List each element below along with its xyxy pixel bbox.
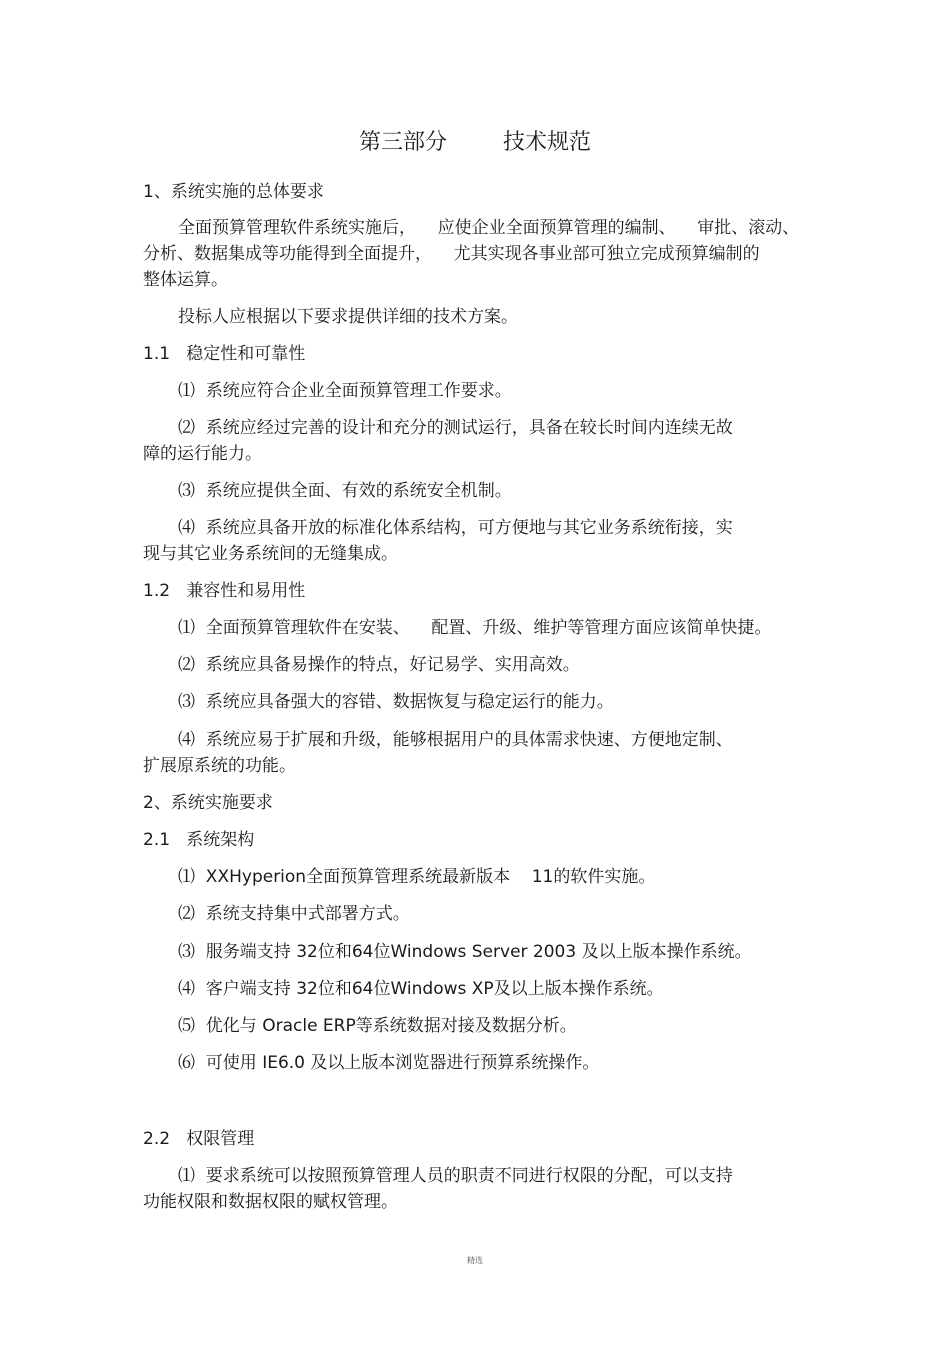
list-item: ⑴ 要求系统可以按照预算管理人员的职责不同进行权限的分配，可以支持 [178, 1166, 733, 1186]
list-item: ⑴ 全面预算管理软件在安装、 配置、升级、维护等管理方面应该简单快捷。 [178, 618, 772, 638]
list-item: ⑴ XXHyperion全面预算管理系统最新版本 11的软件实施。 [178, 867, 656, 887]
subsection-heading-2-2: 2.2 权限管理 [143, 1129, 255, 1149]
subsection-heading-2-1: 2.1 系统架构 [143, 830, 255, 850]
section-heading-1: 1、系统实施的总体要求 [143, 182, 324, 202]
list-item: ⑹ 可使用 IE6.0 及以上版本浏览器进行预算系统操作。 [178, 1053, 600, 1073]
list-item: ⑵ 系统支持集中式部署方式。 [178, 904, 410, 924]
list-item: ⑵ 系统应具备易操作的特点，好记易学、实用高效。 [178, 655, 580, 675]
list-item: ⑷ 客户端支持 32位和64位Windows XP及以上版本操作系统。 [178, 979, 664, 999]
page-footer: 精选 [467, 1256, 483, 1265]
paragraph-line: 投标人应根据以下要求提供详细的技术方案。 [178, 307, 518, 327]
list-item-continuation: 功能权限和数据权限的赋权管理。 [143, 1192, 398, 1212]
document-title: 第三部分 技术规范 [359, 130, 591, 155]
paragraph-line: 分析、数据集成等功能得到全面提升， 尤其实现各事业部可独立完成预算编制的 [143, 244, 760, 264]
list-item: ⑷ 系统应具备开放的标准化体系结构，可方便地与其它业务系统衔接，实 [178, 518, 733, 538]
list-item-continuation: 现与其它业务系统间的无缝集成。 [143, 544, 398, 564]
list-item: ⑶ 系统应提供全面、有效的系统安全机制。 [178, 481, 512, 501]
list-item: ⑶ 系统应具备强大的容错、数据恢复与稳定运行的能力。 [178, 692, 614, 712]
list-item-continuation: 障的运行能力。 [143, 444, 262, 464]
list-item: ⑸ 优化与 Oracle ERP等系统数据对接及数据分析。 [178, 1016, 577, 1036]
paragraph-line: 全面预算管理软件系统实施后， 应使企业全面预算管理的编制、 审批、滚动、 [178, 218, 800, 238]
list-item-continuation: 扩展原系统的功能。 [143, 756, 296, 776]
list-item: ⑶ 服务端支持 32位和64位Windows Server 2003 及以上版本操作系统。 [178, 942, 752, 962]
list-item: ⑴ 系统应符合企业全面预算管理工作要求。 [178, 381, 512, 401]
paragraph-line: 整体运算。 [143, 270, 228, 290]
section-heading-2: 2、系统实施要求 [143, 793, 273, 813]
list-item: ⑷ 系统应易于扩展和升级，能够根据用户的具体需求快速、方便地定制、 [178, 730, 733, 750]
list-item: ⑵ 系统应经过完善的设计和充分的测试运行，具备在较长时间内连续无故 [178, 418, 733, 438]
subsection-heading-1-2: 1.2 兼容性和易用性 [143, 581, 306, 601]
subsection-heading-1-1: 1.1 稳定性和可靠性 [143, 344, 306, 364]
